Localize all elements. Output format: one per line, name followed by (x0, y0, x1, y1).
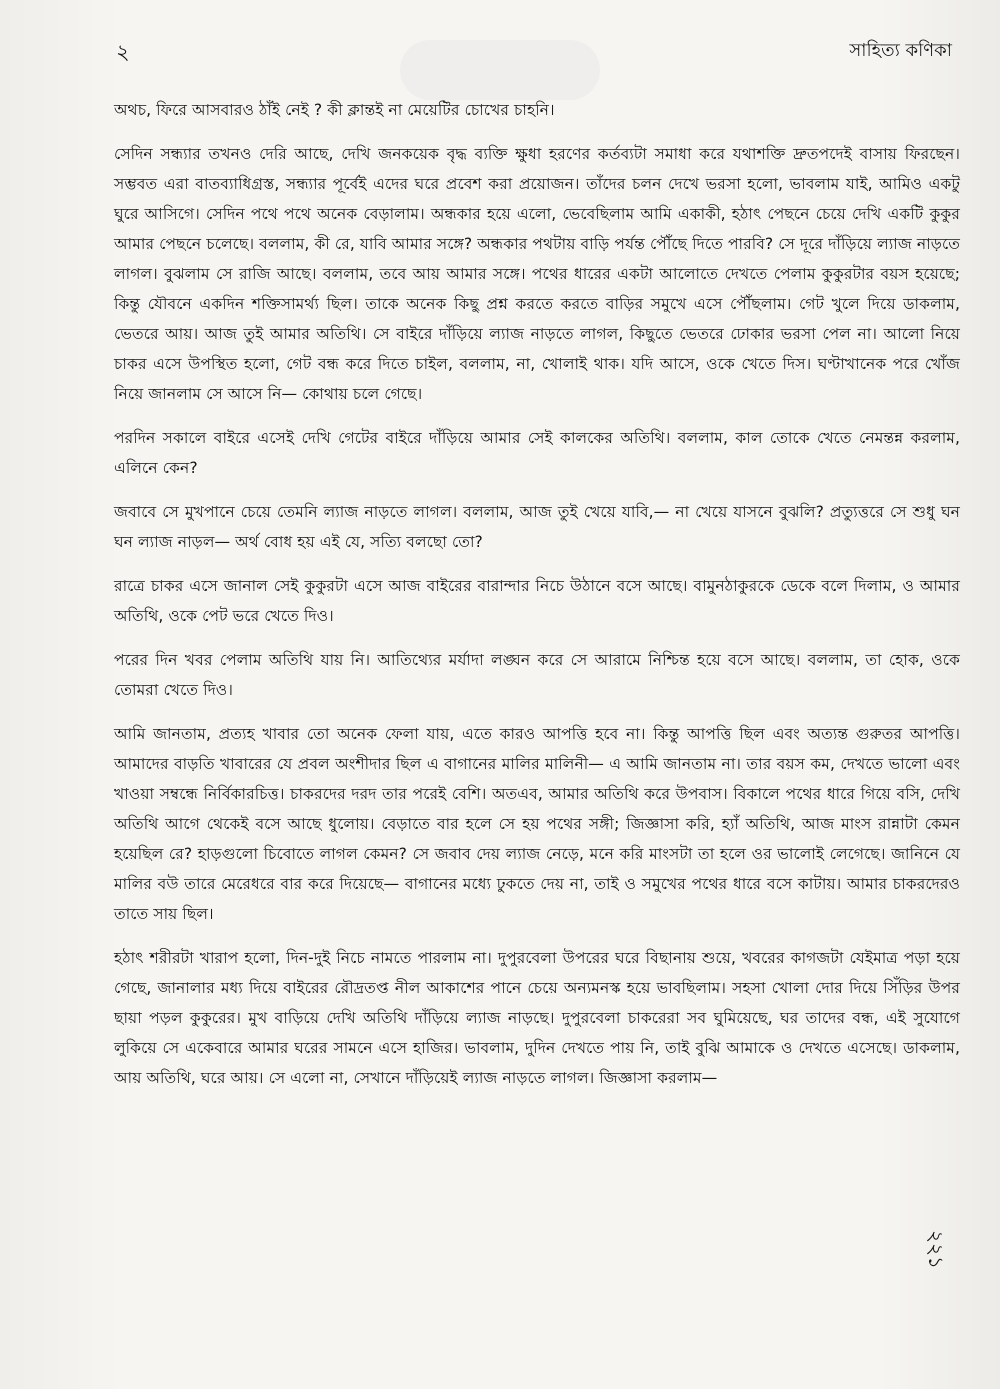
book-title: সাহিত্য কণিকা (849, 40, 952, 61)
paragraph-1: অথচ, ফিরে আসবারও ঠাঁই নেই ? কী ক্লান্তই না মেয়েটির চোখের চাহনি। (114, 101, 555, 119)
side-page-number: ২২১ (924, 1230, 948, 1269)
paragraph-7: আমি জানতাম, প্রত্যহ খাবার তো অনেক ফেলা যায়, এতে কারও আপত্তি হবে না। কিন্তু আপত্তি ছিল এবং অত্যন্ত গুরুতর আপত্তি। আমাদের বাড়তি খাবারের যে প্রবল অংশীদার ছিল এ বাগানের মালির মালিনী— এ আমি জানতাম না। তার বয়স কম, দেখতে ভালো এবং খাওয়া সম্বন্ধে নির্বিকারচিত্ত। চাকরদের দরদ তার পরেই বেশি। অতএব, আমার অতিথি করে উপবাস। বিকালে পথের ধারে গিয়ে বসি, দেখি অতিথি আগে থেকেই বসে আছে ধুলোয়। বেড়াতে বার হলে সে হয় পথের সঙ্গী; জিজ্ঞাসা করি, হ্যাঁ অতিথি, আজ মাংস রান্নাটা কেমন হয়েছিল রে? হাড়গুলো চিবোতে লাগল কেমন? সে জবাব দেয় ল্যাজ নেড়ে, মনে করি মাংসটা তা হলে ওর ভালোই লেগেছে। জানিনে যে মালির বউ তারে মেরেধরে বার করে দিয়েছে— বাগানের মধ্যে ঢুকতে দেয় না, তাই ও সমুখের পথের ধারে বসে কাটায়। আমার চাকরদেরও তাতে সায় ছিল। (114, 725, 961, 923)
paragraph-3: পরদিন সকালে বাইরে এসেই দেখি গেটের বাইরে দাঁড়িয়ে আমার সেই কালকের অতিথি। বললাম, কাল তোকে খেতে নেমন্তন্ন করলাম, এলিনে কেন? (114, 429, 960, 477)
paragraph-2: সেদিন সন্ধ্যার তখনও দেরি আছে, দেখি জনকয়েক বৃদ্ধ ব্যক্তি ক্ষুধা হরণের কর্তব্যটা সমাধা করে যথাশক্তি দ্রুতপদেই বাসায় ফিরছেন। সম্ভবত এরা বাতব্যাধিগ্রস্ত, সন্ধ্যার পূর্বেই এদের ঘরে প্রবেশ করা প্রয়োজন। তাঁদের চলন দেখে ভরসা হলো, ভাবলাম যাই, আমিও একটু ঘুরে আসিগে। সেদিন পথে পথে অনেক বেড়ালাম। অন্ধকার হয়ে এলো, ভেবেছিলাম আমি একাকী, হঠাৎ পেছনে চেয়ে দেখি একটি কুকুর আমার পেছনে চলেছে। বললাম, কী রে, যাবি আমার সঙ্গে? অন্ধকার পথটায় বাড়ি পর্যন্ত পৌঁছে দিতে পারবি? সে দূরে দাঁড়িয়ে ল্যাজ নাড়তে লাগল। বুঝলাম সে রাজি আছে। বললাম, তবে আয় আমার সঙ্গে। পথের ধারের একটা আলোতে দেখতে পেলাম কুকুরটার বয়স হয়েছে; কিন্তু যৌবনে একদিন শক্তিসামর্থ্য ছিল। তাকে অনেক কিছু প্রশ্ন করতে করতে বাড়ির সমুখে এসে পৌঁছলাম। গেট খুলে দিয়ে ডাকলাম, ভেতরে আয়। আজ তুই আমার অতিথি। সে বাইরে দাঁড়িয়ে ল্যাজ নাড়তে লাগল, কিছুতে ভেতরে ঢোকার ভরসা পেল না। আলো নিয়ে চাকর এসে উপস্থিত হলো, গেট বন্ধ করে দিতে চাইল, বললাম, না, খোলাই থাক। যদি আসে, ওকে খেতে দিস। ঘণ্টাখানেক পরে খোঁজ নিয়ে জানলাম সে আসে নি— কোথায় চলে গেছে। (114, 145, 960, 403)
page-number: ২ (116, 40, 130, 64)
paragraph-6: পরের দিন খবর পেলাম অতিথি যায় নি। আতিথ্যের মর্যাদা লঙ্ঘন করে সে আরামে নিশ্চিন্ত হয়ে বসে আছে। বললাম, তা হোক, ওকে তোমরা খেতে দিও। (114, 651, 960, 699)
paragraph-4: জবাবে সে মুখপানে চেয়ে তেমনি ল্যাজ নাড়তে লাগল। বললাম, আজ তুই খেয়ে যাবি,— না খেয়ে যাসনে বুঝলি? প্রত্যুত্তরে সে শুধু ঘন ঘন ল্যাজ নাড়ল— অর্থ বোধ হয় এই যে, সত্যি বলছো তো? (114, 503, 960, 551)
paragraph-5: রাত্রে চাকর এসে জানাল সেই কুকুরটা এসে আজ বাইরের বারান্দার নিচে উঠানে বসে আছে। বামুনঠাকুরকে ডেকে বলে দিলাম, ও আমার অতিথি, ওকে পেট ভরে খেতে দিও। (114, 577, 960, 625)
bleed-through-mark (400, 40, 600, 100)
paragraph-8: হঠাৎ শরীরটা খারাপ হলো, দিন-দুই নিচে নামতে পারলাম না। দুপুরবেলা উপরের ঘরে বিছানায় শুয়ে, খবরের কাগজটা যেইমাত্র পড়া হয়ে গেছে, জানালার মধ্য দিয়ে বাইরের রৌদ্রতপ্ত নীল আকাশের পানে চেয়ে অন্যমনস্ক হয়ে ভাবছিলাম। সহসা খোলা দোর দিয়ে সিঁড়ির উপর ছায়া পড়ল কুকুরের। মুখ বাড়িয়ে দেখি অতিথি দাঁড়িয়ে ল্যাজ নাড়ছে। দুপুরবেলা চাকরেরা সব ঘুমিয়েছে, ঘর তাদের বন্ধ, এই সুযোগে লুকিয়ে সে একেবারে আমার ঘরের সামনে এসে হাজির। ভাবলাম, দুদিন দেখতে পায় নি, তাই বুঝি আমাকে ও দেখতে এসেছে। ডাকলাম, আয় অতিথি, ঘরে আয়। সে এলো না, সেখানে দাঁড়িয়েই ল্যাজ নাড়তে লাগল। জিজ্ঞাসা করলাম— (114, 949, 960, 1087)
body-text (114, 95, 960, 1107)
